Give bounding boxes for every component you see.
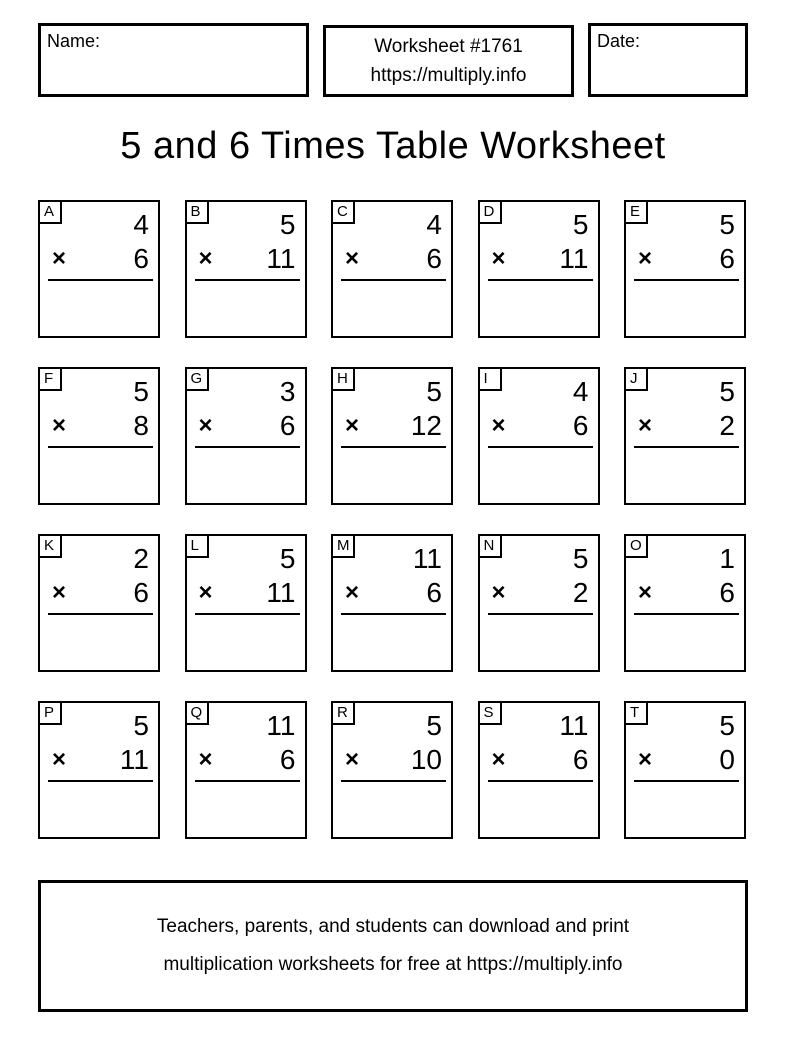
- worksheet-url: https://multiply.info: [370, 65, 527, 86]
- answer-space: [335, 448, 449, 501]
- multiplicand: 4: [572, 376, 589, 407]
- answer-space: [42, 281, 156, 334]
- multiply-sign-icon: ×: [638, 412, 653, 439]
- problem-letter-label: D: [480, 202, 502, 224]
- multiplicand: 11: [412, 543, 442, 574]
- problem-cell: [38, 367, 160, 505]
- multiplicand: 5: [133, 376, 149, 407]
- footer-line-1: Teachers, parents, and students can download and print: [156, 916, 630, 937]
- problem-letter-label: Q: [187, 703, 209, 725]
- page-title: 5 and 6 Times Table Worksheet: [120, 125, 666, 167]
- multiply-sign-icon: ×: [198, 245, 213, 272]
- footer-line-2: multiplication worksheets for free at https://multiply.info: [163, 954, 623, 975]
- multiplicand: 5: [572, 209, 589, 240]
- problem-cell: [38, 534, 160, 672]
- date-field-box: [588, 23, 748, 97]
- problem-letter-label: B: [187, 202, 209, 224]
- multiplier: 0: [719, 744, 735, 775]
- multiply-sign-icon: ×: [198, 579, 213, 606]
- header: [0, 23, 786, 99]
- problem-cell: [185, 534, 307, 672]
- problem-letter-label: F: [40, 369, 62, 391]
- answer-space: [335, 615, 449, 668]
- problem-letter-label: I: [480, 369, 502, 391]
- name-label: Name:: [47, 31, 101, 51]
- multiply-sign-icon: ×: [198, 746, 213, 773]
- problem-cell: [478, 200, 600, 338]
- multiplicand: 5: [279, 543, 296, 574]
- multiply-sign-icon: ×: [491, 746, 506, 773]
- multiplier: 12: [410, 410, 442, 441]
- multiplicand: 5: [279, 209, 296, 240]
- multiply-sign-icon: ×: [198, 412, 213, 439]
- multiplier: 6: [719, 577, 735, 608]
- problem-letter-label: K: [40, 536, 62, 558]
- multiplier: 6: [279, 744, 296, 775]
- multiply-sign-icon: ×: [638, 245, 653, 272]
- answer-space: [42, 615, 156, 668]
- problem-letter-label: H: [333, 369, 355, 391]
- problem-letter-label: J: [626, 369, 648, 391]
- multiplicand: 5: [426, 376, 442, 407]
- answer-space: [482, 281, 596, 334]
- footer-note-box: [38, 880, 748, 1012]
- multiplicand: 2: [133, 543, 149, 574]
- multiplicand: 5: [719, 209, 735, 240]
- multiplicand: 5: [426, 710, 442, 741]
- multiplier: 6: [133, 243, 149, 274]
- problem-letter-label: A: [40, 202, 62, 224]
- problem-cell: [624, 367, 746, 505]
- multiplier: 6: [279, 410, 296, 441]
- problem-letter-label: L: [187, 536, 209, 558]
- multiply-sign-icon: ×: [491, 579, 506, 606]
- worksheet-info-box: [323, 25, 574, 97]
- multiply-sign-icon: ×: [491, 412, 506, 439]
- multiplicand: 5: [719, 710, 735, 741]
- answer-space: [335, 281, 449, 334]
- problem-cell: [624, 200, 746, 338]
- multiplicand: 11: [266, 710, 296, 741]
- answer-space: [482, 615, 596, 668]
- answer-space: [628, 281, 742, 334]
- problem-cell: [624, 701, 746, 839]
- multiply-sign-icon: ×: [491, 245, 506, 272]
- multiply-sign-icon: ×: [345, 245, 360, 272]
- problem-cell: [624, 534, 746, 672]
- multiplier: 2: [719, 410, 735, 441]
- answer-space: [189, 281, 303, 334]
- problem-letter-label: M: [333, 536, 355, 558]
- multiplier: 6: [572, 410, 589, 441]
- multiply-sign-icon: ×: [638, 579, 653, 606]
- problem-letter-label: R: [333, 703, 355, 725]
- answer-space: [189, 782, 303, 835]
- answer-space: [628, 448, 742, 501]
- answer-space: [42, 448, 156, 501]
- problem-cell: [478, 367, 600, 505]
- date-label: Date:: [597, 31, 641, 51]
- problem-cell: [185, 200, 307, 338]
- answer-space: [482, 448, 596, 501]
- problem-cell: [478, 534, 600, 672]
- multiplier: 6: [426, 243, 442, 274]
- problem-letter-label: S: [480, 703, 502, 725]
- problem-cell: [331, 200, 453, 338]
- multiplier: 6: [572, 744, 589, 775]
- problem-letter-label: O: [626, 536, 648, 558]
- multiplier: 11: [266, 577, 296, 608]
- name-field-box: [38, 23, 309, 97]
- problem-cell: [38, 200, 160, 338]
- problem-letter-label: P: [40, 703, 62, 725]
- problem-letter-label: N: [480, 536, 502, 558]
- problem-cell: [331, 701, 453, 839]
- multiplier: 6: [133, 577, 149, 608]
- problem-cell: [38, 701, 160, 839]
- problem-cell: [185, 367, 307, 505]
- problem-cell: [185, 701, 307, 839]
- multiplicand: 5: [572, 543, 589, 574]
- problem-letter-label: T: [626, 703, 648, 725]
- worksheet-number: Worksheet #1761: [374, 36, 523, 57]
- multiply-sign-icon: ×: [345, 412, 360, 439]
- problem-cell: [331, 367, 453, 505]
- answer-space: [335, 782, 449, 835]
- multiplier: 8: [133, 410, 149, 441]
- multiply-sign-icon: ×: [52, 746, 67, 773]
- multiply-sign-icon: ×: [345, 746, 360, 773]
- answer-space: [189, 615, 303, 668]
- multiply-sign-icon: ×: [52, 245, 67, 272]
- multiply-sign-icon: ×: [638, 746, 653, 773]
- answer-space: [482, 782, 596, 835]
- multiply-sign-icon: ×: [52, 412, 67, 439]
- multiplicand: 5: [719, 376, 735, 407]
- multiplier: 11: [119, 744, 149, 775]
- answer-space: [628, 615, 742, 668]
- multiplier: 6: [426, 577, 442, 608]
- multiplicand: 3: [279, 376, 296, 407]
- problem-letter-label: C: [333, 202, 355, 224]
- multiply-sign-icon: ×: [52, 579, 67, 606]
- problems-grid: [38, 200, 746, 839]
- multiplier: 11: [559, 243, 589, 274]
- multiplicand: 11: [559, 710, 589, 741]
- problem-letter-label: E: [626, 202, 648, 224]
- multiplier: 2: [572, 577, 589, 608]
- problem-cell: [331, 534, 453, 672]
- multiplier: 11: [266, 243, 296, 274]
- multiplicand: 1: [719, 543, 735, 574]
- problem-cell: [478, 701, 600, 839]
- multiplicand: 4: [133, 209, 149, 240]
- answer-space: [189, 448, 303, 501]
- multiplier: 10: [410, 744, 442, 775]
- problem-letter-label: G: [187, 369, 209, 391]
- multiply-sign-icon: ×: [345, 579, 360, 606]
- answer-space: [42, 782, 156, 835]
- answer-space: [628, 782, 742, 835]
- multiplier: 6: [719, 243, 735, 274]
- multiplicand: 5: [133, 710, 149, 741]
- multiplicand: 4: [426, 209, 442, 240]
